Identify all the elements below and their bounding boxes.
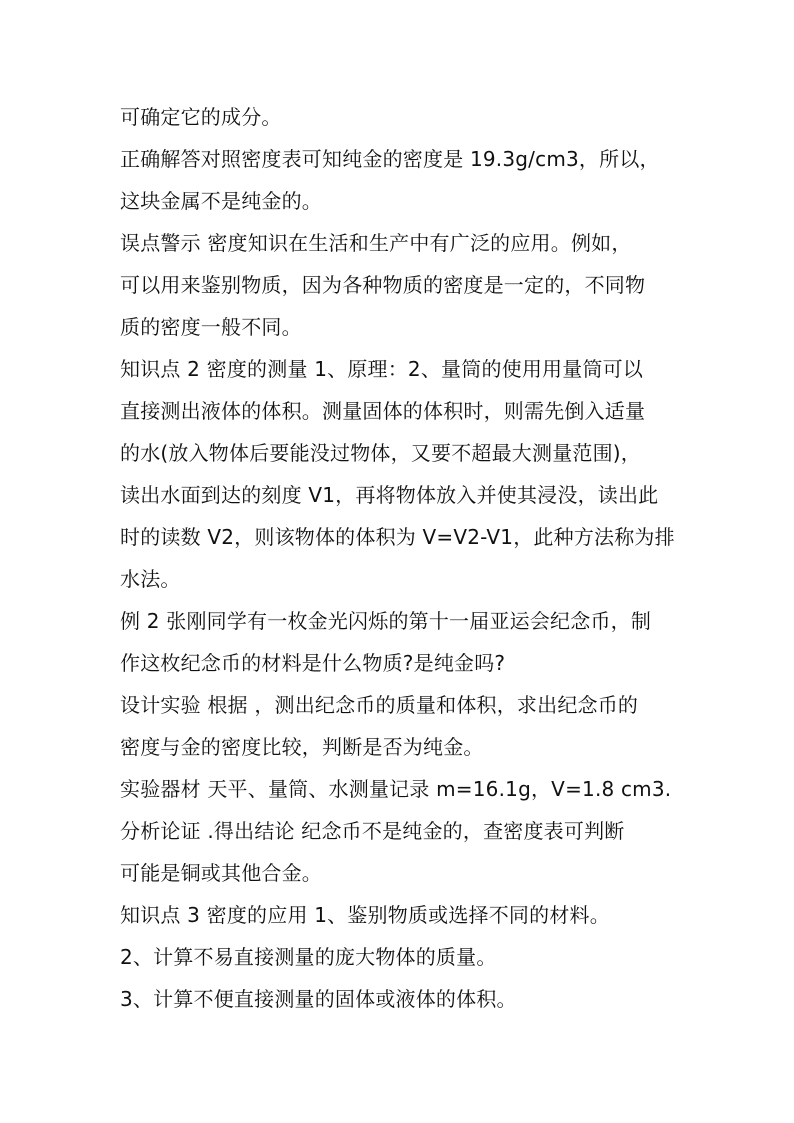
text-line: 知识点 2 密度的测量 1、原理：2、量筒的使用用量筒可以 xyxy=(120,357,644,381)
text-line: 实验器材 天平、量筒、水测量记录 m=16.1g，V=1.8 cm3. xyxy=(120,777,672,801)
text-line: 可以用来鉴别物质，因为各种物质的密度是一定的，不同物 xyxy=(120,273,646,297)
text-line: 读出水面到达的刻度 V1，再将物体放入并使其浸没，读出此 xyxy=(120,483,659,507)
text-line: 作这枚纪念币的材料是什么物质?是纯金吗? xyxy=(120,651,506,675)
text-line: 密度与金的密度比较，判断是否为纯金。 xyxy=(120,735,484,759)
text-line: 直接测出液体的体积。测量固体的体积时，则需先倒入适量 xyxy=(120,399,646,423)
text-line: 这块金属不是纯金的。 xyxy=(120,189,322,213)
text-line: 正确解答对照密度表可知纯金的密度是 19.3g/cm3，所以， xyxy=(120,147,660,171)
text-line: 分析论证 .得出结论 纪念币不是纯金的，查密度表可判断 xyxy=(120,819,625,843)
text-line: 质的密度一般不同。 xyxy=(120,315,302,339)
text-line: 时的读数 V2，则该物体的体积为 V=V2-V1，此种方法称为排 xyxy=(120,525,675,549)
text-line: 的水(放入物体后要能没过物体，又要不超最大测量范围)， xyxy=(120,441,642,465)
text-line: 例 2 张刚同学有一枚金光闪烁的第十一届亚运会纪念币，制 xyxy=(120,609,652,633)
text-line: 可确定它的成分。 xyxy=(120,105,282,129)
text-line: 设计实验 根据 ，测出纪念币的质量和体积，求出纪念币的 xyxy=(120,693,639,717)
text-line: 可能是铜或其他合金。 xyxy=(120,861,322,885)
text-line: 2、计算不易直接测量的庞大物体的质量。 xyxy=(120,945,497,969)
text-line: 误点警示 密度知识在生活和生产中有广泛的应用。例如， xyxy=(120,231,632,255)
text-line: 知识点 3 密度的应用 1、鉴别物质或选择不同的材料。 xyxy=(120,903,610,927)
text-line: 水法。 xyxy=(120,567,181,591)
text-line: 3、计算不便直接测量的固体或液体的体积。 xyxy=(120,987,517,1011)
